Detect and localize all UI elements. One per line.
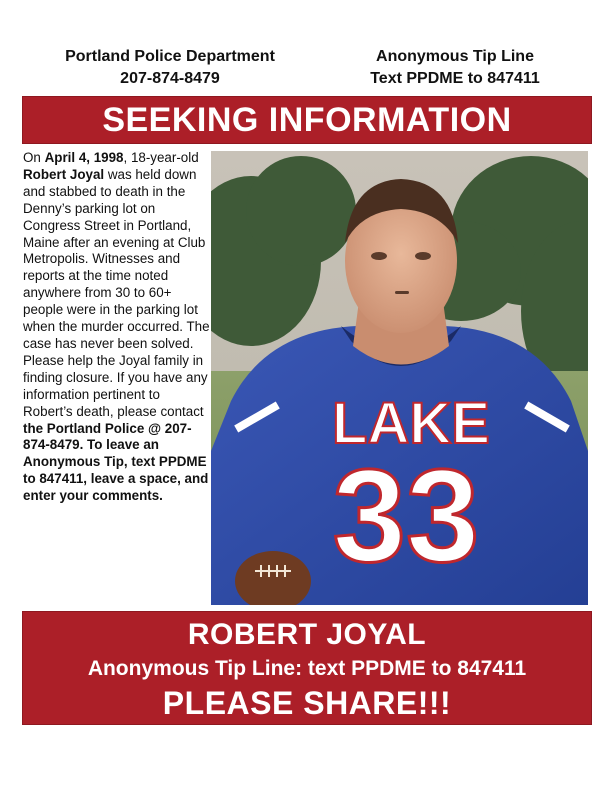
police-contact-block: [30, 46, 310, 90]
call-to-action-footer: [22, 611, 592, 725]
police-department-name: Portland Police Department: [65, 48, 275, 65]
jersey-text: LAKE: [332, 391, 490, 456]
contact-instructions: the Portland Police @ 207-874-8479. To leave an Anonymous Tip, text PPDME to 847411, leave a space, and enter your comments.: [23, 420, 209, 504]
police-phone: 207-874-8479: [120, 70, 220, 87]
victim-photo: [211, 151, 588, 605]
tip-line-title: Anonymous Tip Line: [376, 48, 534, 65]
jersey-number: 33: [332, 442, 480, 589]
banner-title: SEEKING INFORMATION: [102, 101, 512, 139]
story-intro: On: [23, 150, 45, 165]
seeking-information-banner: [22, 96, 592, 144]
story-body: was held down and stabbed to death in the Denny’s parking lot on Congress Street in Portland, Maine after an evening at Club Metropolis. Witnesses and reports at the time noted anywhere from 30 to 60+ people were in the parking lot when the murder occurred. The case has never been solved. Please help the Joyal family in finding closure. If you have any information pertinent to Robert’s death, please contact: [23, 166, 210, 419]
footer-share: PLEASE SHARE!!!: [162, 685, 452, 721]
incident-date: April 4, 1998: [44, 150, 124, 165]
victim-name: Robert Joyal: [23, 166, 105, 182]
story-age: , 18-year-old: [123, 150, 199, 165]
footer-victim-name: ROBERT JOYAL: [187, 618, 427, 651]
case-description: [23, 150, 213, 505]
tip-line-text: Text PPDME to 847411: [370, 70, 540, 87]
tip-line-block: [330, 46, 580, 90]
footer-tip-line: Anonymous Tip Line: text PPDME to 847411: [87, 657, 527, 680]
